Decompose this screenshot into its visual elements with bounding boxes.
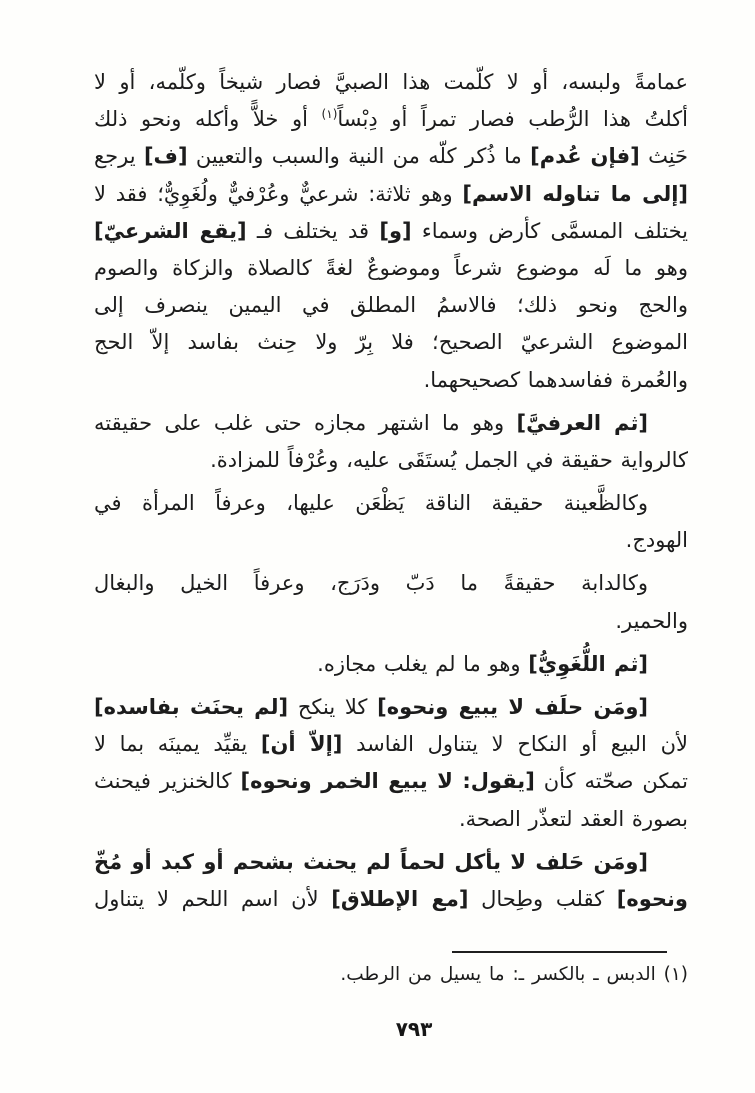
text-line	[94, 881, 688, 918]
text-line	[94, 646, 688, 683]
text-segment: عمامةً ولبسه، أو لا كلّمت هذا الصبيَّ فصار شيخاً وكلّمه، أو لا	[94, 70, 688, 94]
text-line	[94, 64, 688, 101]
text-segment: وهو ثلاثة: شرعيٌّ وعُرْفيٌّ ولُغَوِيٌّ؛ فقد لا	[94, 181, 463, 206]
text-segment: والعُمرة ففاسدهما كصحيحهما.	[423, 367, 688, 392]
text-segment: تمكن صحّته كأن	[534, 769, 688, 794]
text-segment: وهو ما لَه موضوع شرعاً وموضوعٌ لغةً كالصلاة والزكاة والصوم	[94, 255, 688, 280]
footnote-marker: (١)	[321, 107, 338, 122]
text-line	[94, 485, 688, 522]
bold-text-segment: [ف]	[143, 144, 188, 169]
text-line	[94, 213, 688, 250]
footnote: (١) الدبس ـ بالكسر ـ: ما يسيل من الرطب.	[340, 964, 688, 985]
text-line	[94, 603, 688, 640]
text-segment: والحج ونحو ذلك؛ فالاسمُ المطلق في اليمين ينصرف إلى	[94, 293, 688, 318]
text-segment: لأن البيع أو النكاح لا يتناول الفاسد	[342, 732, 688, 757]
page-number: ٧٩٣	[395, 1017, 433, 1041]
text-line	[94, 101, 688, 138]
text-line	[94, 287, 688, 324]
text-line	[94, 250, 688, 287]
text-segment: الهودج.	[625, 528, 688, 553]
text-segment: يختلف المسمَّى كأرض وسماء	[411, 218, 688, 243]
text-segment: ما ذُكر كلّه من النية والسبب والتعيين	[187, 144, 531, 169]
text-segment: وكالظَّعينة حقيقة الناقة يَظْعَن عليها، وعرفاً المرأة في	[94, 491, 648, 516]
text-segment: أو خلاًّ وأكله ونحو ذلك	[94, 107, 322, 132]
text-segment: وهو ما لم يغلب مجازه.	[317, 651, 529, 676]
bold-text-segment: [و]	[379, 218, 412, 243]
body-text	[94, 64, 688, 918]
text-segment: حَنِث	[639, 144, 689, 169]
text-line	[94, 801, 688, 838]
text-line	[94, 726, 688, 763]
bold-text-segment: [يقع الشرعيّ]	[94, 218, 247, 243]
footnote-divider	[452, 951, 667, 953]
text-line	[94, 763, 688, 800]
text-segment: كقلب وطِحال	[468, 886, 617, 911]
bold-text-segment: [إلاّ أن]	[260, 732, 343, 757]
bold-text-segment: [لم يحنَث بفاسده]	[94, 695, 289, 719]
bold-text-segment: [ومَن حلَف لا يبيع ونحوه]	[377, 695, 648, 719]
text-segment: كالخنزير فيحنث	[94, 769, 241, 794]
bold-text-segment: [ثم العرفيَّ]	[516, 410, 649, 435]
bold-text-segment: [ثم اللُّغَوِيُّ]	[528, 651, 648, 676]
text-segment: وهو ما اشتهر مجازه حتى غلب على حقيقته	[94, 410, 517, 435]
bold-text-segment: [مع الإطلاق]	[331, 886, 469, 911]
text-line	[94, 689, 688, 726]
bold-text-segment: [إلى ما تناوله الاسم]	[462, 181, 688, 206]
text-line	[94, 442, 688, 479]
text-segment: بصورة العقد لتعذّر الصحة.	[458, 806, 688, 831]
text-segment: والحمير.	[615, 608, 688, 633]
text-segment: يرجع	[94, 144, 144, 169]
text-segment: أكلتُ هذا الرُّطب فصار تمراً أو دِبْساً	[337, 107, 688, 132]
text-segment: كالرواية حقيقة في الجمل يُستَقَى عليه، وعُرْفاً للمزادة.	[210, 447, 688, 472]
text-line	[94, 176, 688, 213]
text-line	[94, 324, 688, 361]
text-line	[94, 362, 688, 399]
bold-text-segment: ونحوه]	[616, 886, 688, 911]
text-line	[94, 565, 688, 602]
text-segment: الموضوع الشرعيّ الصحيح؛ فلا بِرّ ولا حِنث بفاسد إلاّ الحج	[94, 330, 688, 355]
text-segment: كلا ينكح	[288, 695, 378, 719]
bold-text-segment: [ومَن حَلف لا يأكل لحماً لم يحنث بشحم أو كبد أو مُخّ	[94, 849, 648, 874]
text-segment: لأن اسم اللحم لا يتناول	[94, 886, 332, 911]
text-line	[94, 844, 688, 881]
text-segment: يقيِّد يمينَه بما لا	[94, 732, 261, 757]
text-line	[94, 405, 688, 442]
bold-text-segment: [يقول: لا يبيع الخمر ونحوه]	[240, 769, 535, 794]
text-segment: وكالدابة حقيقةً ما دَبّ ودَرَج، وعرفاً الخيل والبغال	[94, 571, 648, 596]
text-segment: قد يختلف فـ	[246, 218, 380, 243]
text-line	[94, 522, 688, 559]
bold-text-segment: [فإن عُدم]	[530, 144, 640, 169]
text-line	[94, 138, 688, 175]
